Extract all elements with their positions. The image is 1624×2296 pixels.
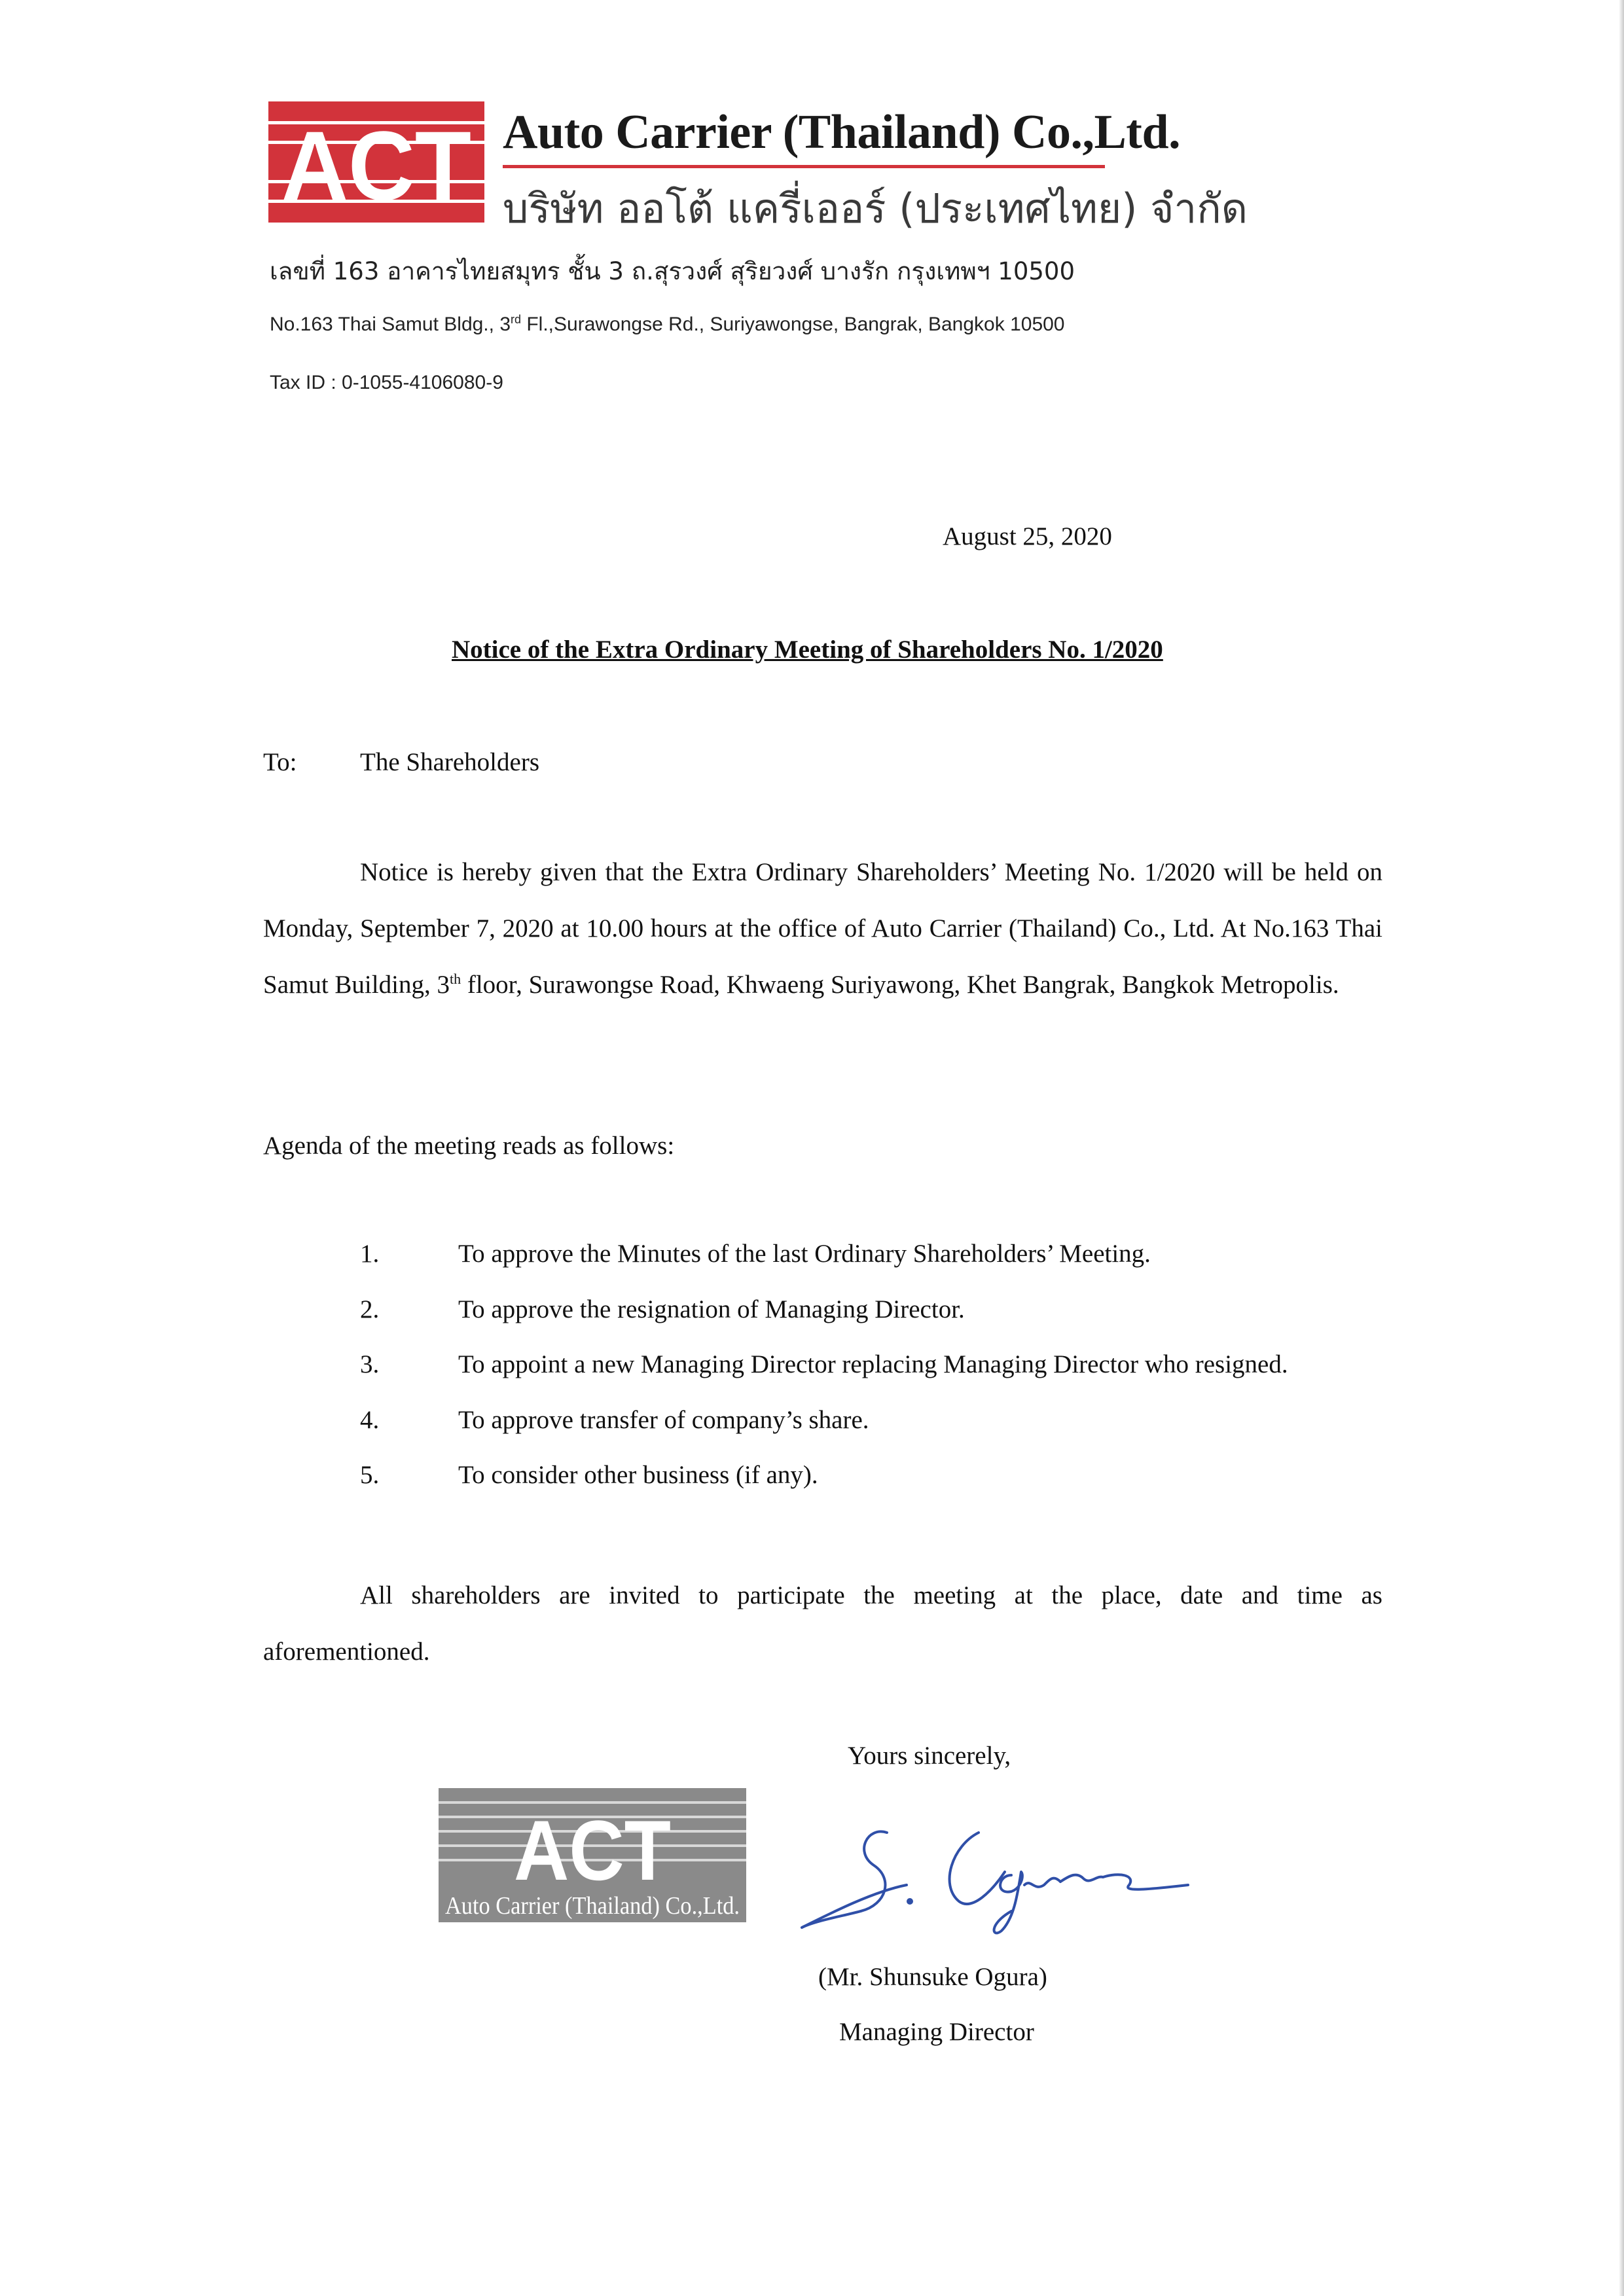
signature-text: S. Ogura xyxy=(795,1813,798,1814)
company-stamp xyxy=(439,1788,746,1922)
address-en-sup: rd xyxy=(511,313,522,326)
agenda-list xyxy=(360,1239,1407,1516)
notice-title: Notice of the Extra Ordinary Meeting of Shareholders No. 1/2020 xyxy=(452,636,1163,664)
address-thai: เลขที่ 163 อาคารไทยสมุทร ชั้น 3 ถ.สุรวงศ์ สุริยวงศ์ บางรัก กรุงเทพฯ 10500 xyxy=(270,257,1075,285)
tax-id: Tax ID : 0-1055-4106080-9 xyxy=(270,372,503,393)
notice-paragraph-sup: th xyxy=(449,971,461,987)
closing-salutation: Yours sincerely, xyxy=(848,1742,1011,1770)
letterhead-divider xyxy=(503,165,1105,168)
agenda-item-number: 2. xyxy=(360,1295,380,1323)
agenda-item-text: To approve transfer of company’s share. xyxy=(458,1405,869,1434)
address-en-part1: No.163 Thai Samut Bldg., 3 xyxy=(270,314,511,335)
recipient-value: The Shareholders xyxy=(360,748,539,776)
agenda-item-number: 4. xyxy=(360,1405,380,1434)
agenda-item-number: 5. xyxy=(360,1461,380,1489)
act-logo-text: ACT xyxy=(281,111,471,221)
agenda-item-text: To consider other business (if any). xyxy=(458,1461,818,1489)
agenda-item xyxy=(360,1295,1407,1350)
stamp-company-text: Auto Carrier (Thailand) Co.,Ltd. xyxy=(445,1892,740,1920)
act-logo xyxy=(268,101,484,223)
stamp-logo-text: ACT xyxy=(514,1803,671,1898)
address-en-part2: Fl.,Surawongse Rd., Suriyawongse, Bangrak, Bangkok 10500 xyxy=(521,314,1065,335)
agenda-item xyxy=(360,1350,1407,1405)
agenda-item-number: 1. xyxy=(360,1240,380,1268)
notice-paragraph-part1: Notice is hereby given that the Extra Ordinary Shareholders’ Meeting No. 1/2020 will be held on Monday, September 7, 2020 at 10.00 hours at the office of Auto Carrier (Thailand) Co., Ltd. At No.163 Thai Samut Building, 3 xyxy=(263,858,1382,999)
company-name-th: บริษัท ออโต้ แครี่เออร์ (ประเทศไทย) จำกัด xyxy=(503,185,1248,232)
signer-title: Managing Director xyxy=(839,2018,1034,2046)
agenda-item-text: To approve the Minutes of the last Ordinary Shareholders’ Meeting. xyxy=(458,1240,1151,1268)
agenda-item-text: To appoint a new Managing Director replacing Managing Director who resigned. xyxy=(458,1350,1288,1378)
agenda-item-text: To approve the resignation of Managing Director. xyxy=(458,1295,965,1323)
notice-paragraph xyxy=(263,844,1382,1013)
letter-date: August 25, 2020 xyxy=(943,522,1112,550)
agenda-item xyxy=(360,1239,1407,1295)
agenda-item xyxy=(360,1460,1407,1516)
recipient-label: To: xyxy=(263,748,297,776)
page-edge-shadow xyxy=(1619,0,1624,2296)
address-english xyxy=(270,313,1065,336)
signer-name: (Mr. Shunsuke Ogura) xyxy=(818,1963,1047,1991)
agenda-item-number: 3. xyxy=(360,1350,380,1378)
company-name-en: Auto Carrier (Thailand) Co.,Ltd. xyxy=(503,105,1181,159)
handwritten-signature xyxy=(795,1813,1201,1944)
notice-paragraph-part2: floor, Surawongse Road, Khwaeng Suriyawong, Khet Bangrak, Bangkok Metropolis. xyxy=(461,971,1339,999)
invitation-paragraph: All shareholders are invited to participate the meeting at the place, date and time as aforementioned. xyxy=(263,1581,1382,1666)
agenda-item xyxy=(360,1405,1407,1461)
agenda-intro: Agenda of the meeting reads as follows: xyxy=(263,1132,675,1160)
